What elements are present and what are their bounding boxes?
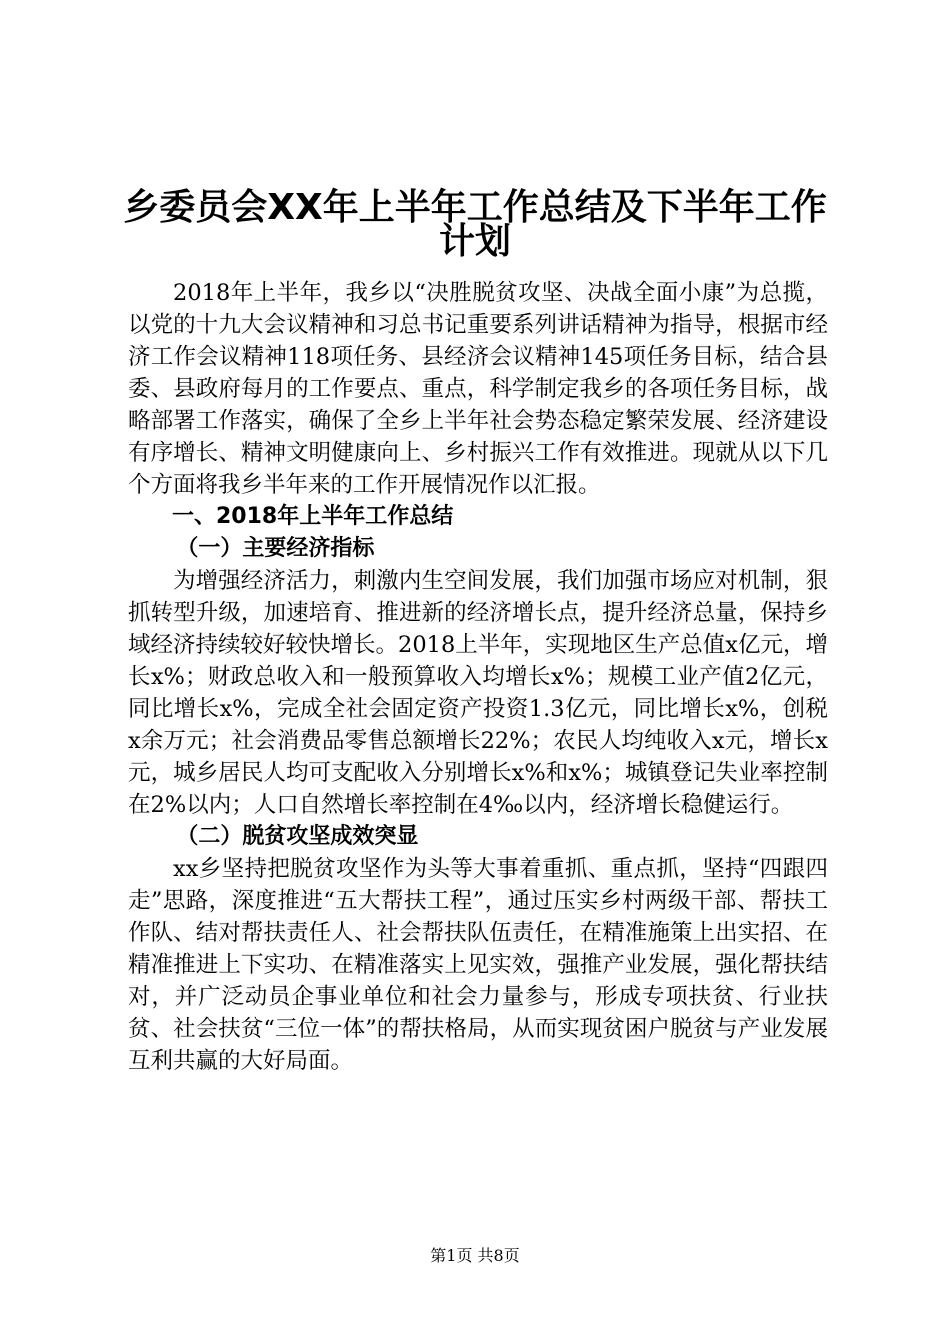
subsection-heading-poverty: （二）脱贫攻坚成效突显 xyxy=(176,824,419,849)
intro-paragraph: 2018年上半年，我乡以“决胜脱贫攻坚、决战全面小康”为总揽，以党的十九大会议精神和习总书记重要系列讲话精神为指导，根据市经济工作会议精神118项任务、县经济会议精神145项任务目标，结合县委、县政府每月的工作要点、重点，科学制定我乡的各项任务目标，战略部署工作落实，确保了全乡上半年社会势态稳定繁荣发展、经济建设有序增长、精神文明健康向上、乡村振兴工作有效推进。现就从以下几个方面将我乡半年来的工作开展情况作以汇报。 xyxy=(128,280,828,498)
poverty-paragraph: xx乡坚持把脱贫攻坚作为头等大事着重抓、重点抓，坚持“四跟四走”思路，深度推进“五大帮扶工程”，通过压实乡村两级干部、帮扶工作队、结对帮扶责任人、社会帮扶队伍责任，在精准施策上出实招、在精准推进上下实功、在精准落实上见实效，强推产业发展，强化帮扶结对，并广泛动员企事业单位和社会力量参与，形成专项扶贫、行业扶贫、社会扶贫“三位一体”的帮扶格局，从而实现贫困户脱贫与产业发展互利共赢的大好局面。 xyxy=(128,856,828,1074)
page-number-footer: 第1页 共8页 xyxy=(430,1246,520,1265)
economy-paragraph: 为增强经济活力，刺激内生空间发展，我们加强市场应对机制，狠抓转型升级，加速培育、推进新的经济增长点，提升经济总量，保持乡域经济持续较好较快增长。2018上半年，实现地区生产总值x亿元，增长x%；财政总收入和一般预算收入均增长x%；规模工业产值2亿元，同比增长x%，完成全社会固定资产投资1.3亿元，同比增长x%，创税x余万元；社会消费品零售总额增长22%；农民人均纯收入x元，增长x元，城乡居民人均可支配收入分别增长x%和x%；城镇登记失业率控制在2%以内；人口自然增长率控制在4‰以内，经济增长稳健运行。 xyxy=(128,568,828,818)
section-heading: 一、2018年上半年工作总结 xyxy=(172,504,454,529)
document-title-line2: 计划 xyxy=(438,221,511,262)
document-title-line1: 乡委员会XX年上半年工作总结及下半年工作 xyxy=(123,187,827,228)
subsection-heading-economy: （一）主要经济指标 xyxy=(176,536,375,561)
document-body xyxy=(128,277,828,1077)
